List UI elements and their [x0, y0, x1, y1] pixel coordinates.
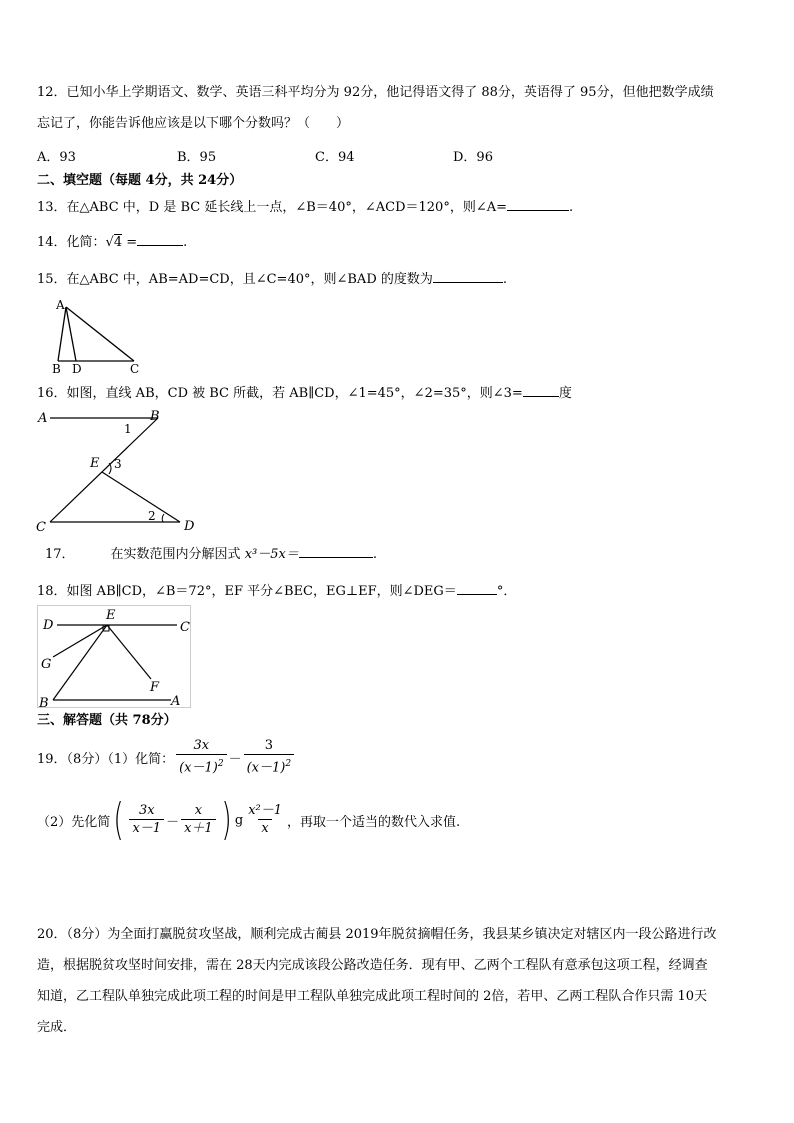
q16-blank: [523, 384, 559, 397]
q12-line1: 12．已知小华上学期语文、数学、英语三科平均分为 92分，他记得语文得了 88分，英语得了 95分，但他把数学成绩: [37, 85, 714, 100]
q14-radicand: 4: [113, 235, 123, 250]
q19-fraction-1-numerator: 3x: [193, 738, 210, 753]
q19-p2-fraction-3: [245, 803, 285, 838]
q19-part1: [37, 738, 296, 777]
q18-line-eb: [53, 625, 107, 700]
q15-label-d: D: [72, 362, 82, 375]
q16-parallel-lines-figure: [34, 406, 204, 534]
q19-p2-fraction-1-denominator: x－1: [129, 819, 164, 838]
section3-heading: 三、解答题（共 78分）: [37, 713, 177, 728]
q15-label-b: B: [52, 362, 61, 375]
q17: 17． 在实数范围内分解因式 x³－5x＝ .: [45, 547, 377, 562]
q15-label-a: A: [56, 298, 65, 312]
q19-p2-fraction-1-numerator: 3x: [138, 802, 155, 818]
q16-text: 16．如图，直线 AB，CD 被 BC 所截，若 AB∥CD，∠1=45°，∠2=35°，则∠3=: [37, 386, 523, 401]
q14-prefix: 14．化简：: [37, 235, 106, 250]
q15-line-ac: [66, 307, 134, 361]
q17-blank: [299, 545, 373, 558]
q18-label-f: F: [150, 680, 160, 695]
q19-fraction-2-denominator: (x－1): [246, 760, 286, 776]
q16-label-1: 1: [124, 422, 132, 436]
q19-p2-minus: －: [166, 814, 180, 830]
q16-label-d: D: [184, 519, 195, 534]
q18-label-e: E: [106, 608, 116, 623]
q18-label-a: A: [171, 694, 181, 709]
q14-blank: [137, 233, 183, 246]
q20-line1: 20．（8分）为全面打赢脱贫攻坚战，顺利完成古蔺县 2019年脱贫摘帽任务，我县某乡镇决定对辖区内一段公路进行改: [37, 927, 717, 942]
q19-p2-fraction-3-denominator: x: [258, 819, 271, 838]
q16-line-bc: [50, 418, 158, 522]
q20-line3: 知道，乙工程队单独完成此项工程的时间是甲工程队单独完成此项工程时间的 2倍，若甲、乙两工程队合作只需 10天: [37, 989, 708, 1004]
q16-label-2: 2: [148, 509, 156, 523]
q16: [37, 384, 572, 403]
q18-blank: [457, 582, 497, 595]
q15-line-ad: [66, 307, 76, 361]
q19-p2-glyph: g: [234, 812, 244, 828]
q15: 15．在△ABC 中，AB=AD=CD，且∠C=40°，则∠BAD 的度数为 .: [37, 272, 508, 287]
q16-label-a: A: [38, 411, 48, 426]
q18-label-b: B: [39, 696, 49, 711]
q20-line2: 造，根据脱贫攻坚时间安排，需在 28天内完成该段公路改造任务．现有甲、乙两个工程队有意承包这项工程，经调查: [37, 958, 708, 973]
q15-label-c: C: [130, 362, 140, 375]
q18-label-d: D: [43, 618, 54, 633]
q13-text: 13．在△ABC 中，D 是 BC 延长线上一点，∠B＝40°，∠ACD＝120°，则∠A=: [37, 200, 507, 215]
q12-option-b: B．95: [177, 150, 217, 165]
q15-text: 15．在△ABC 中，AB=AD=CD，且∠C=40°，则∠BAD 的度数为: [37, 272, 433, 287]
q15-line-ab: [58, 307, 66, 361]
q19-part2: [37, 794, 461, 845]
q14: 14．化简：√4 = .: [37, 235, 188, 250]
q17-expression: x³－5x＝: [244, 547, 299, 562]
q16-label-c: C: [36, 520, 46, 534]
q16-unit: 度: [558, 386, 572, 401]
q19-fraction-1: [176, 738, 226, 777]
q14-suffix: =: [122, 235, 138, 250]
q16-line-ed: [102, 472, 180, 522]
q17-text: 在实数范围内分解因式: [110, 547, 241, 562]
q19-p2-fraction-2: [181, 803, 216, 838]
q12-option-c: C．94: [315, 150, 355, 165]
q13: 13．在△ABC 中，D 是 BC 延长线上一点，∠B＝40°，∠ACD＝120°，则∠A= .: [37, 200, 574, 215]
q16-label-b: B: [150, 409, 160, 424]
q12-option-d: D．96: [453, 150, 493, 165]
right-paren-icon: ): [221, 794, 232, 845]
q12-option-a: A．93: [37, 150, 76, 165]
q19-minus: －: [228, 752, 242, 768]
q19-fraction-2: [244, 738, 294, 777]
q12-line2: 忘记了，你能告诉他应该是以下哪个分数吗？（ ）: [37, 116, 350, 131]
q19-part2-suffix: ，再取一个适当的数代入求值.: [287, 814, 461, 830]
q18-label-g: G: [41, 657, 52, 672]
q15-blank: [433, 270, 503, 283]
q18-line-eg: [53, 625, 107, 657]
q18-line-ef: [107, 625, 151, 679]
q19-fraction-1-exponent: 2: [217, 759, 224, 769]
q17-number: 17．: [45, 547, 75, 562]
q16-label-3: 3: [114, 457, 122, 471]
q13-blank: [507, 198, 569, 211]
q16-angle2-arc: [162, 514, 164, 522]
q18-label-c: C: [180, 620, 190, 635]
q20-line4: 完成．: [37, 1020, 77, 1035]
sqrt-icon: √: [105, 235, 114, 250]
q16-label-e: E: [90, 456, 100, 471]
q19-p2-fraction-3-numerator: x²－1: [248, 802, 283, 818]
q18: [37, 582, 516, 601]
q19-fraction-2-numerator: 3: [264, 738, 273, 753]
q19-p2-fraction-1: [129, 803, 164, 838]
q18-figure: [37, 605, 193, 711]
left-paren-icon: (: [113, 794, 125, 845]
q19-p2-fraction-2-denominator: x＋1: [181, 819, 216, 838]
q19-fraction-2-exponent: 2: [285, 759, 292, 769]
q19-fraction-1-denominator: (x－1): [179, 760, 218, 776]
q15-triangle-figure: [48, 297, 148, 375]
q18-text: 18．如图 AB∥CD，∠B＝72°，EF 平分∠BEC，EG⊥EF，则∠DEG＝: [37, 584, 457, 599]
q19-p2-fraction-2-numerator: x: [194, 802, 203, 818]
q18-unit: °．: [496, 584, 517, 599]
q19-part1-prefix: 19．（8分）（1）化简：: [37, 752, 175, 768]
q19-part2-prefix: （2）先化简: [37, 814, 111, 830]
section2-heading: 二、填空题（每题 4分，共 24分）: [37, 173, 243, 188]
